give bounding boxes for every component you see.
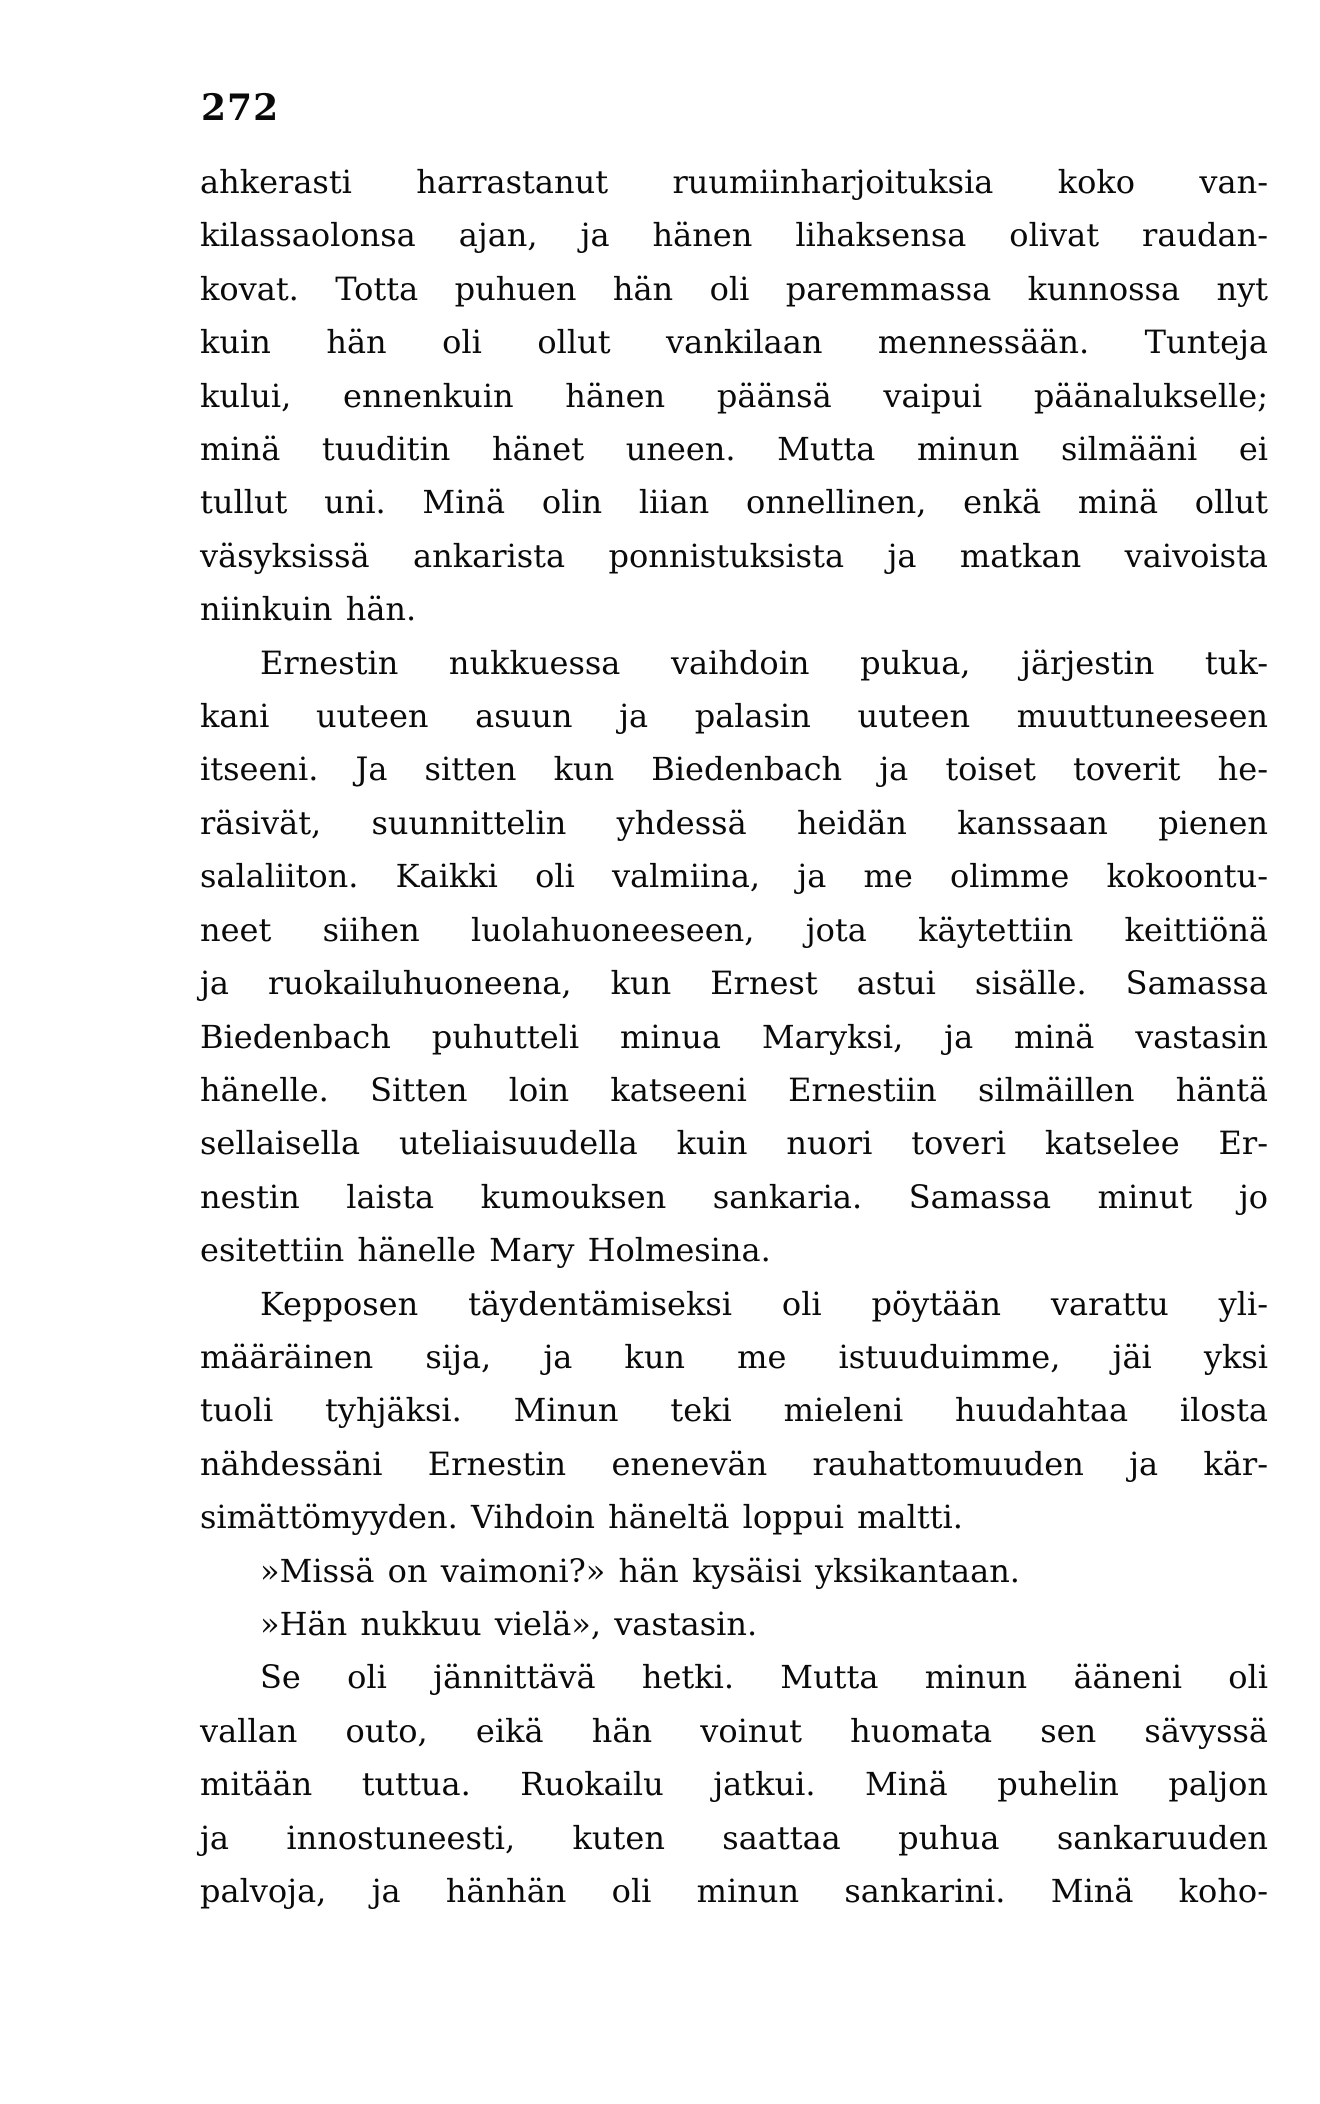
text-line: Kepposen täydentämiseksi oli pöytään varattu yli-: [260, 1284, 1268, 1323]
text-line: mitään tuttua. Ruokailu jatkui. Minä puhelin paljon: [200, 1765, 1268, 1804]
text-line: ja innostuneesti, kuten saattaa puhua sankaruuden: [200, 1818, 1268, 1857]
text-line: ahkerasti harrastanut ruumiinharjoituksia koko van-: [200, 163, 1268, 201]
text-line: simättömyyden. Vihdoin häneltä loppui maltti.: [200, 1498, 963, 1537]
body-text: [200, 156, 1268, 1918]
text-line: kani uuteen asuun ja palasin uuteen muuttuneeseen: [200, 697, 1268, 736]
text-line: kilassaolonsa ajan, ja hänen lihaksensa olivat raudan-: [200, 216, 1268, 255]
text-line: kovat. Totta puhuen hän oli paremmassa kunnossa nyt: [200, 269, 1268, 308]
text-line: minä tuuditin hänet uneen. Mutta minun silmääni ei: [200, 430, 1268, 469]
text-line: hänelle. Sitten loin katseeni Ernestiin silmäillen häntä: [200, 1070, 1268, 1109]
text-line: ja ruokailuhuoneena, kun Ernest astui sisälle. Samassa: [200, 964, 1268, 1003]
text-line: esitettiin hänelle Mary Holmesina.: [200, 1231, 771, 1270]
text-line: tuoli tyhjäksi. Minun teki mieleni huudahtaa ilosta: [200, 1391, 1268, 1430]
text-line: »Hän nukkuu vielä», vastasin.: [260, 1604, 758, 1643]
text-line: nähdessäni Ernestin enenevän rauhattomuuden ja kär-: [200, 1444, 1268, 1483]
text-line: räsivät, suunnittelin yhdessä heidän kanssaan pienen: [200, 803, 1268, 842]
text-line: määräinen sija, ja kun me istuuduimme, jäi yksi: [200, 1337, 1268, 1376]
text-line: Ernestin nukkuessa vaihdoin pukua, järjestin tuk-: [260, 643, 1268, 682]
text-line: itseeni. Ja sitten kun Biedenbach ja toiset toverit he-: [200, 750, 1268, 789]
text-line: niinkuin hän.: [200, 590, 417, 629]
text-line: palvoja, ja hänhän oli minun sankarini. Minä koho-: [200, 1872, 1268, 1910]
text-line: vallan outo, eikä hän voinut huomata sen sävyssä: [200, 1711, 1268, 1750]
text-line: nestin laista kumouksen sankaria. Samassa minut jo: [200, 1177, 1268, 1216]
text-line: väsyksissä ankarista ponnistuksista ja matkan vaivoista: [200, 536, 1268, 575]
text-line: sellaisella uteliaisuudella kuin nuori toveri katselee Er-: [200, 1124, 1268, 1163]
text-line: »Missä on vaimoni?» hän kysäisi yksikantaan.: [260, 1551, 1020, 1590]
text-line: Se oli jännittävä hetki. Mutta minun ääneni oli: [260, 1658, 1268, 1697]
text-line: salaliiton. Kaikki oli valmiina, ja me olimme kokoontu-: [200, 857, 1268, 896]
page-number: 272: [201, 87, 280, 129]
text-line: neet siihen luolahuoneeseen, jota käytettiin keittiönä: [200, 910, 1268, 949]
text-line: kuin hän oli ollut vankilaan mennessään. Tunteja: [200, 323, 1268, 362]
text-line: Biedenbach puhutteli minua Maryksi, ja minä vastasin: [200, 1017, 1268, 1056]
text-line: kului, ennenkuin hänen päänsä vaipui päänalukselle;: [200, 376, 1268, 415]
text-line: tullut uni. Minä olin liian onnellinen, enkä minä ollut: [200, 483, 1268, 522]
